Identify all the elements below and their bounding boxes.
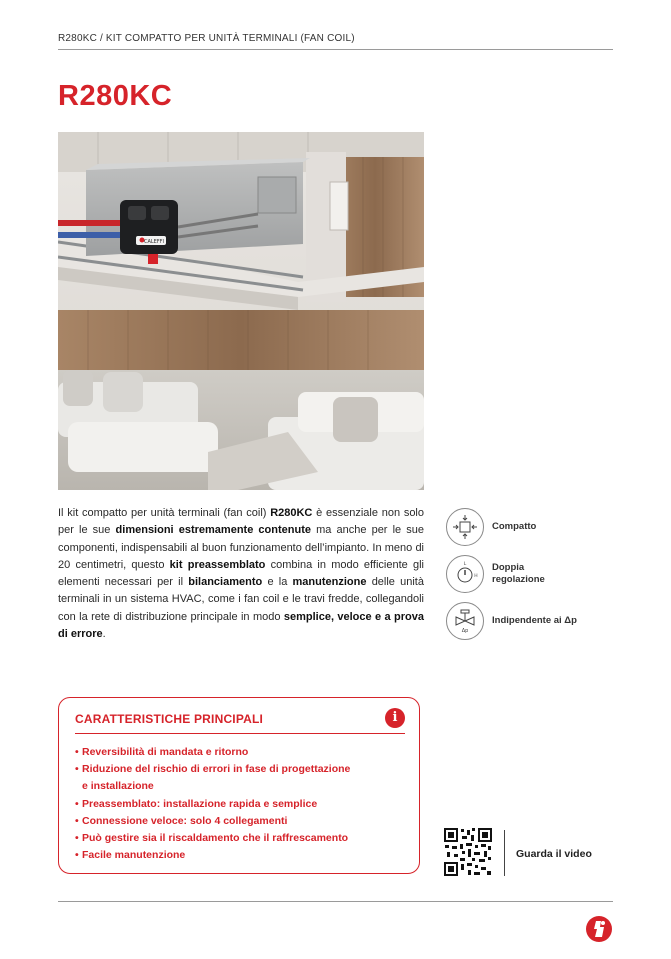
feature-item-double-regulation [446,552,616,595]
brand-logo-icon [585,915,613,943]
feature-item-dp-independent [446,599,616,642]
key-features-list [75,744,350,864]
hero-unit-badge: CALEFFI [143,239,165,245]
top-divider [58,49,613,50]
feature-icons [446,505,616,642]
description-text: combina in modo efficiente gli elementi necessari per il [58,558,424,589]
key-features-box [58,697,420,874]
reg-l-label: L [463,561,467,567]
hero-image [58,132,424,490]
description-emphasis: semplice, veloce e a prova di errore [58,610,424,641]
info-icon: i [385,708,405,728]
feature-label-compact: Compatto [492,520,537,532]
list-item: • Connessione veloce: solo 4 collegamenti [75,814,288,827]
feature-label-dp-independent: Indipendente ai Δp [492,614,577,626]
watch-video-link[interactable]: Guarda il video [516,848,592,860]
video-divider [504,830,505,876]
list-item: • Reversibilità di mandata e ritorno [75,746,249,758]
description-text: Il kit compatto per unità terminali (fan coil) [58,507,271,519]
list-item: • Facile manutenzione [75,849,186,862]
list-item: • Preassemblato: installazione rapida e semplice [75,797,318,810]
description-emphasis: bilanciamento [188,576,263,589]
list-item: • Può gestire sia il riscaldamento che il raffrescamento [75,832,349,845]
description-text: delle unità terminali in un sistema HVAC, come i fan coil e le travi fredde, collegandoli con la rete di distribuzione principale in modo [58,576,424,623]
description-text: . [102,628,106,641]
description-emphasis: R280KC [270,507,313,519]
page-title: R280KC [58,80,173,112]
list-item: • Riduzione del rischio di errori in fase di progettazione e installazione [75,763,351,793]
key-features-title: CARATTERISTICHE PRINCIPALI [75,712,264,726]
key-features-divider [75,733,405,734]
feature-item-compact [446,505,616,548]
description-text: e la [262,576,293,589]
valve-dp-icon [446,602,484,640]
description-emphasis: dimensioni estremamente contenute [115,524,311,537]
description-emphasis: kit preassemblato [169,558,266,571]
description-text: è essenziale non solo per le sue [58,507,424,537]
compact-icon [446,508,484,546]
description-emphasis: manutenzione [292,576,367,589]
feature-label-double-regulation: Doppia regolazione [492,561,545,585]
breadcrumb: R280KC / KIT COMPATTO PER UNITÀ TERMINALI (FAN COIL) [58,33,355,44]
description-paragraph [58,505,424,643]
reg-h-label: H [474,573,478,579]
qr-code[interactable] [444,828,492,876]
dp-label: Δp [461,627,469,634]
bottom-divider [58,901,613,902]
double-regulation-icon [446,555,484,593]
description-text: ma anche per le sue componenti, indispensabili al buon funzionamento dell’impianto. In meno di 20 centimetri, questo [58,524,424,571]
